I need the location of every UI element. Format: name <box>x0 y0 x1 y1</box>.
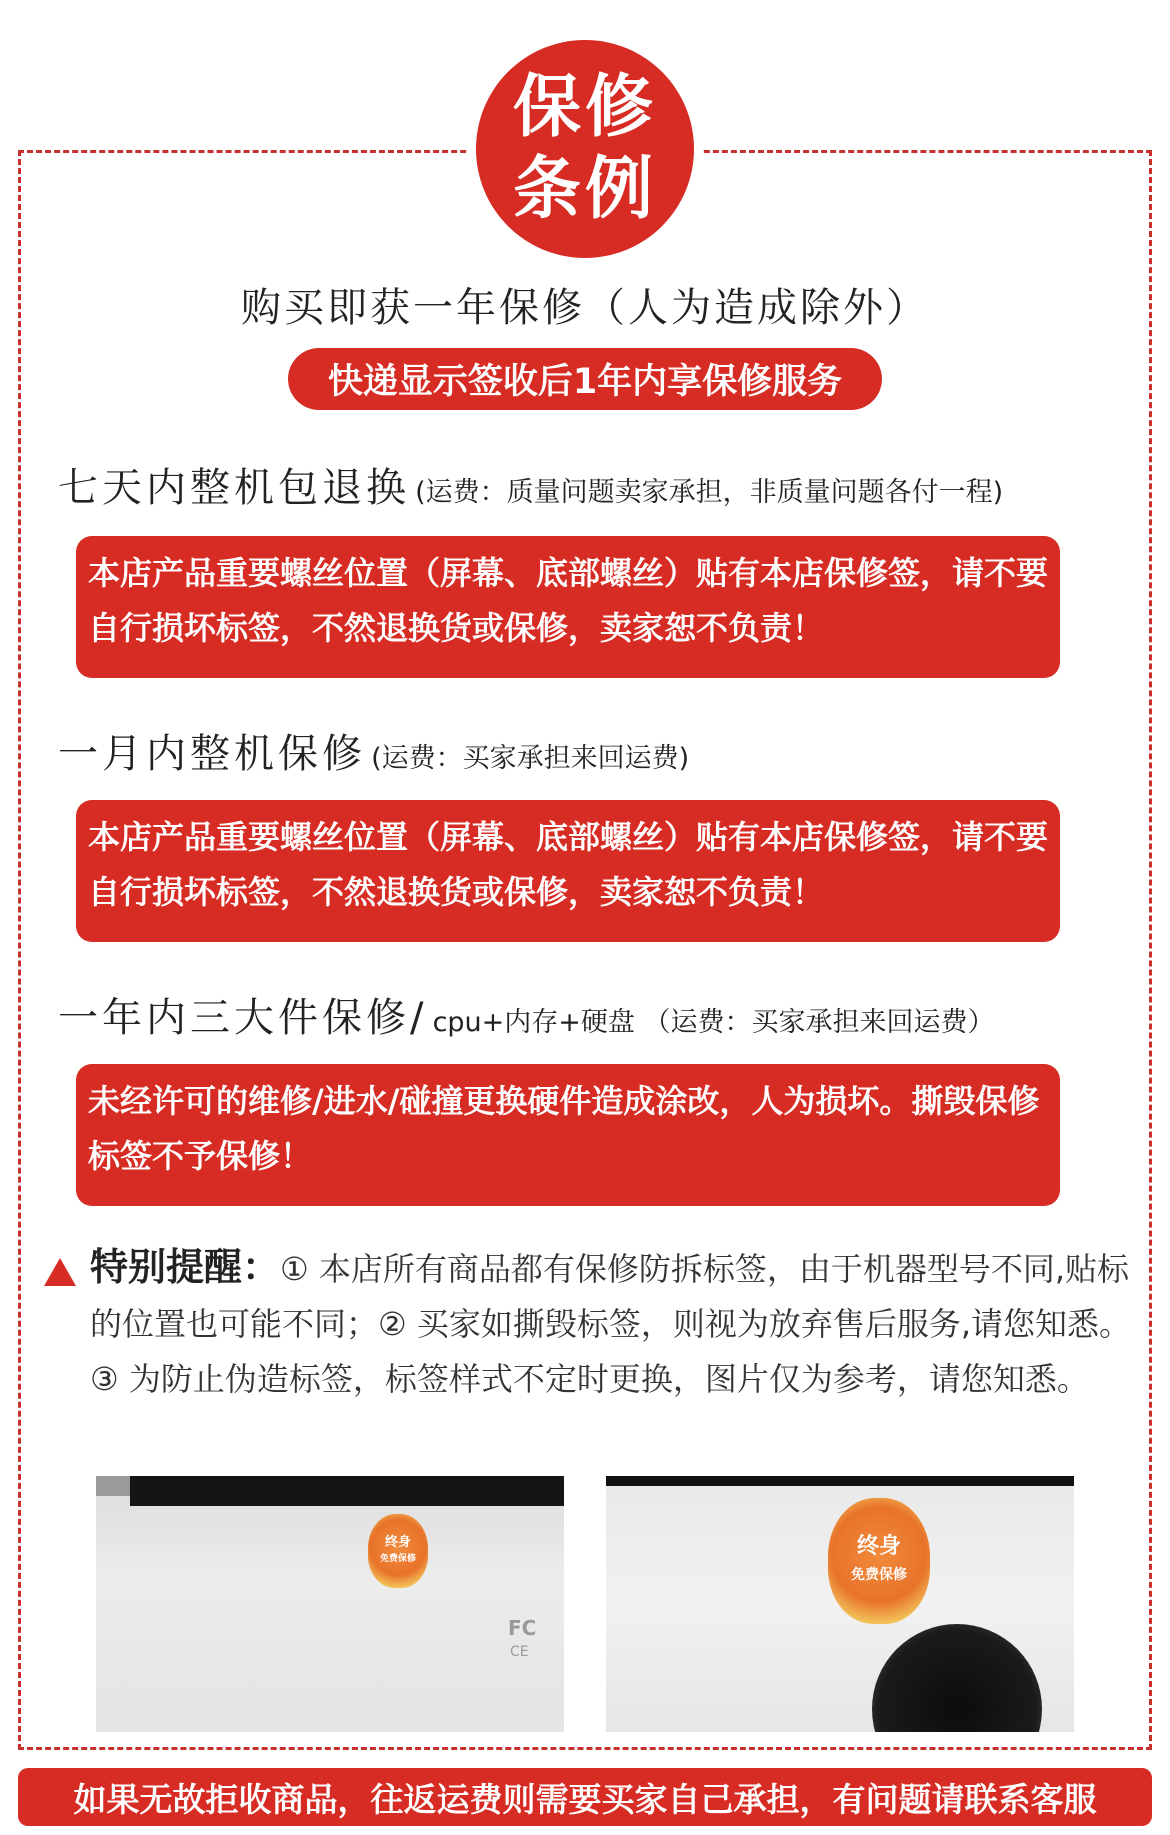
ce-mark: CE <box>510 1644 529 1660</box>
warranty-sticker-icon <box>828 1498 930 1624</box>
photo-edge <box>96 1476 130 1496</box>
warning-box: 本店产品重要螺丝位置（屏幕、底部螺丝）贴有本店保修签，请不要自行损坏标签，不然退换货或保修，卖家恕不负责！ <box>76 800 1060 942</box>
badge-line-2: 条例 <box>512 150 657 229</box>
sticker-main-text: 终身 <box>384 1535 411 1550</box>
section-title-text: 一年内三大件保修/ <box>58 995 428 1041</box>
section-title-text: 七天内整机包退换 <box>58 465 410 511</box>
section-title-text: 一月内整机保修 <box>58 731 366 777</box>
warranty-sticker-icon <box>368 1514 428 1588</box>
warning-triangle-icon <box>44 1258 76 1286</box>
badge-line-1: 保修 <box>512 68 657 147</box>
fcc-mark: FC <box>508 1616 537 1640</box>
footer-notice: 如果无故拒收商品，往返运费则需要买家自己承担，有问题请联系客服 <box>18 1768 1152 1826</box>
special-reminder <box>44 1240 1134 1407</box>
photo-hinge <box>130 1476 564 1506</box>
photo-edge <box>606 1476 1074 1486</box>
warranty-badge <box>476 40 694 258</box>
sticker-sub-text: 免费保修 <box>379 1554 416 1564</box>
service-pill: 快递显示签收后1年内享保修服务 <box>288 348 882 410</box>
warning-box: 未经许可的维修/进水/碰撞更换硬件造成涂改，人为损坏。撕毁保修标签不予保修！ <box>76 1064 1060 1206</box>
sticker-main-text: 终身 <box>856 1534 901 1559</box>
laptop-bottom-photo <box>96 1476 564 1732</box>
section-title-one-year <box>58 986 995 1043</box>
reminder-label: 特别提醒： <box>90 1245 281 1289</box>
reminder-text: ① 本店所有商品都有保修防拆标签，由于机器型号不同,贴标的位置也可能不同；② 买家如撕毁标签，则视为放弃售后服务,请您知悉。③ 为防止伪造标签，标签样式不定时更换，图片仅为参考，请您知悉。 <box>90 1250 1132 1398</box>
section-note: (运费：质量问题卖家承担，非质量问题各付一程) <box>415 477 1004 508</box>
laptop-screw-photo <box>606 1476 1074 1732</box>
section-title-one-month <box>58 722 689 779</box>
section-note: (运费：买家承担来回运费) <box>371 743 690 774</box>
sticker-sub-text: 免费保修 <box>851 1567 907 1583</box>
section-title-seven-days <box>58 456 1003 513</box>
section-note: cpu+内存+硬盘 （运费：买家承担来回运费） <box>432 1007 995 1038</box>
warning-box: 本店产品重要螺丝位置（屏幕、底部螺丝）贴有本店保修签，请不要自行损坏标签，不然退换货或保修，卖家恕不负责！ <box>76 536 1060 678</box>
rubber-foot <box>872 1624 1042 1732</box>
headline: 购买即获一年保修（人为造成除外） <box>241 285 929 331</box>
